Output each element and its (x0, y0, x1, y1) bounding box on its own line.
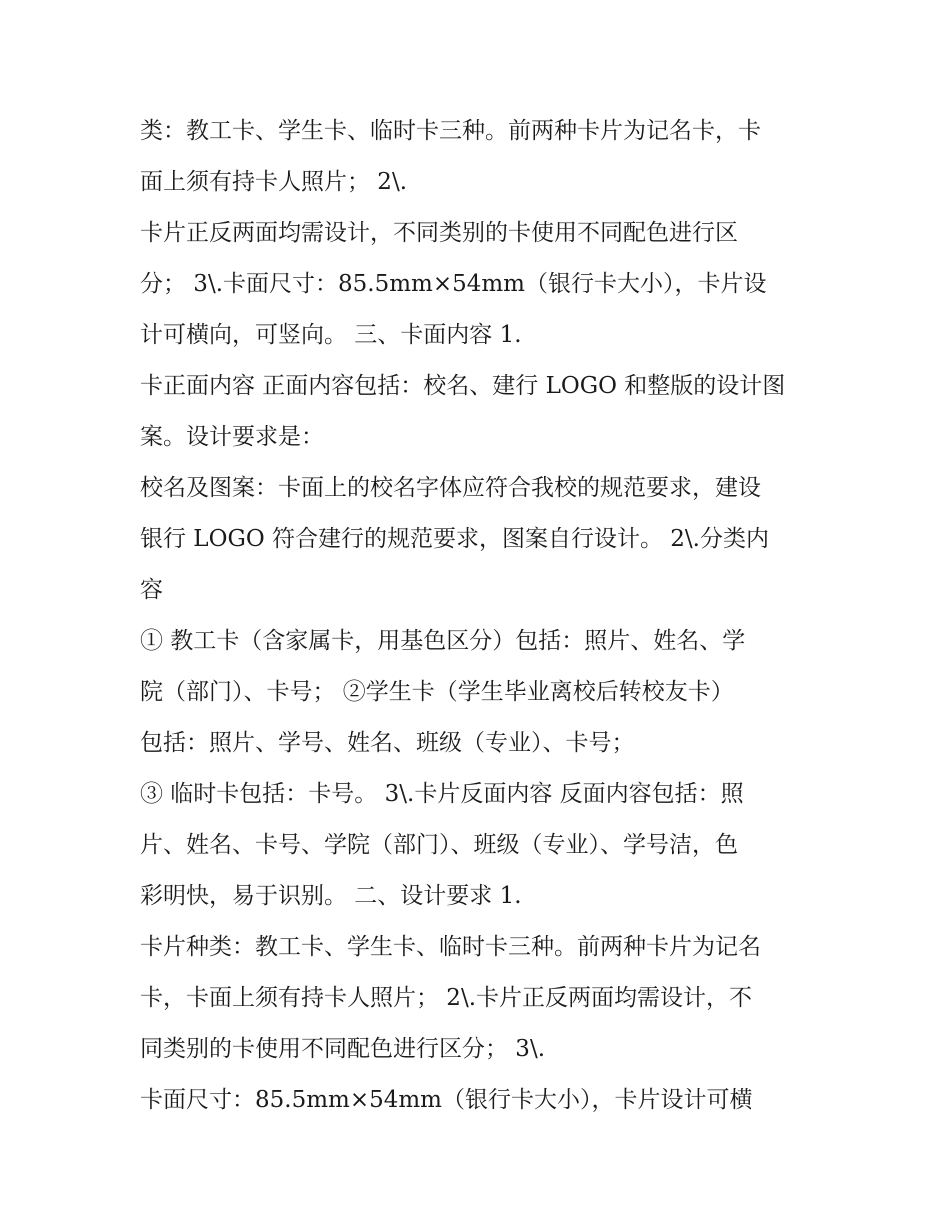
text-line: 卡面尺寸：85.5mm×54mm（银行卡大小），卡片设计可横 (140, 1087, 753, 1113)
text-line: 容 (140, 577, 163, 603)
text-line: 计可横向，可竖向。 三、卡面内容 1. (140, 322, 522, 348)
text-line: 包括：照片、学号、姓名、班级（专业）、卡号； (140, 730, 635, 756)
text-line: 类：教工卡、学生卡、临时卡三种。前两种卡片为记名卡，卡 (140, 118, 761, 144)
text-line: ① 教工卡（含家属卡，用基色区分）包括：照片、姓名、学 (140, 628, 746, 654)
text-line: 面上须有持卡人照片； 2\. (140, 169, 408, 195)
text-line: 同类别的卡使用不同配色进行区分； 3\. (140, 1036, 546, 1062)
text-line: 片、姓名、卡号、学院（部门）、班级（专业）、学号洁，色 (140, 832, 738, 858)
text-line: 案。设计要求是： (140, 424, 324, 450)
text-line: 分； 3\.卡面尺寸：85.5mm×54mm（银行卡大小），卡片设 (140, 271, 767, 297)
text-line: 卡片种类：教工卡、学生卡、临时卡三种。前两种卡片为记名 (140, 934, 761, 960)
document-body (140, 106, 830, 1126)
text-line: 院（部门）、卡号； ②学生卡（学生毕业离校后转校友卡） (140, 679, 734, 705)
text-line: 彩明快，易于识别。 二、设计要求 1. (140, 883, 522, 909)
text-line: 银行 LOGO 符合建行的规范要求，图案自行设计。 2\.分类内 (140, 526, 769, 552)
text-line: 卡片正反两面均需设计，不同类别的卡使用不同配色进行区 (140, 220, 738, 246)
text-line: 校名及图案：卡面上的校名字体应符合我校的规范要求，建设 (140, 475, 761, 501)
text-line: 卡，卡面上须有持卡人照片； 2\.卡片正反两面均需设计，不 (140, 985, 753, 1011)
text-line: ③ 临时卡包括：卡号。 3\.卡片反面内容 反面内容包括：照 (140, 781, 744, 807)
text-line: 卡正面内容 正面内容包括：校名、建行 LOGO 和整版的设计图 (140, 373, 786, 399)
